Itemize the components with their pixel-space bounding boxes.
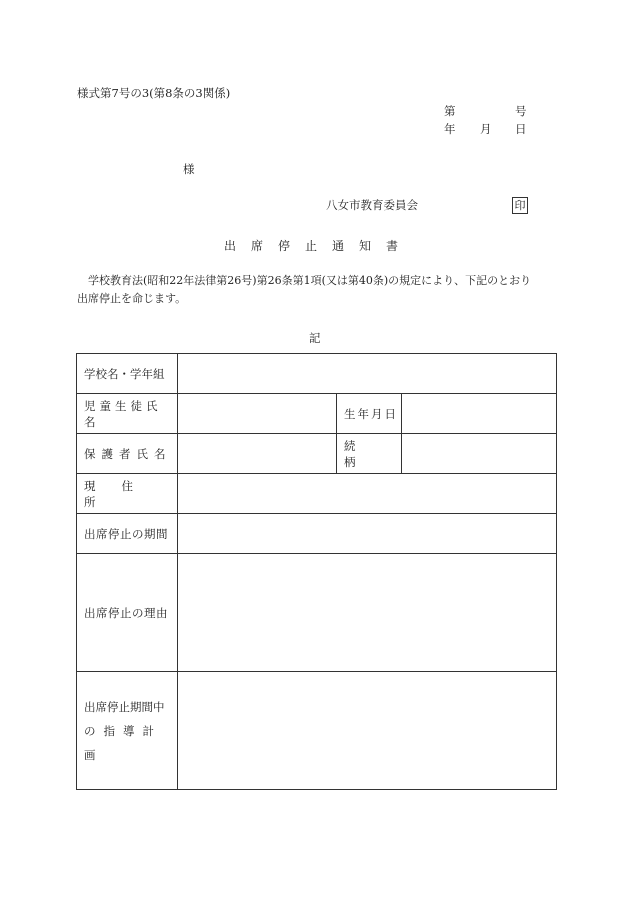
- school-label: 学校名・学年組: [77, 354, 178, 394]
- address-field[interactable]: [178, 474, 557, 514]
- title-char: 書: [386, 239, 399, 253]
- number-dai: 第: [444, 104, 456, 118]
- title-char: 停: [278, 239, 291, 253]
- seal-mark: 印: [512, 197, 528, 214]
- period-field[interactable]: [178, 514, 557, 554]
- student-name-field[interactable]: [178, 394, 337, 434]
- birth-date-label: 生年月日: [337, 394, 402, 434]
- guidance-plan-label: [77, 672, 178, 790]
- guardian-name-label: 保護者氏名: [77, 434, 178, 474]
- birth-date-field[interactable]: [402, 394, 557, 434]
- student-name-label-text: 児童生徒氏名: [84, 398, 162, 429]
- date-month: 月: [480, 122, 492, 136]
- guidance-plan-label-line-1: 出席停止期間中: [84, 699, 165, 714]
- relation-label: 続柄: [337, 434, 402, 474]
- body-line-1: 学校教育法(昭和22年法律第26号)第26条第1項(又は第40条)の規定により、下記のとおり: [88, 274, 532, 287]
- form-number: 様式第7号の3(第8条の3関係): [77, 86, 231, 100]
- reason-label: 出席停止の理由: [77, 554, 178, 672]
- title-char: 止: [305, 239, 318, 253]
- period-label: 出席停止の期間: [77, 514, 178, 554]
- school-field[interactable]: [178, 354, 557, 394]
- title-char: 通: [332, 239, 345, 253]
- addressee-suffix: 様: [183, 162, 195, 176]
- date-year: 年: [444, 122, 456, 136]
- reason-field[interactable]: [178, 554, 557, 672]
- relation-field[interactable]: [402, 434, 557, 474]
- guidance-plan-field[interactable]: [178, 672, 557, 790]
- ki-heading: 記: [309, 331, 321, 345]
- student-name-label: [77, 394, 178, 434]
- title-char: 出: [224, 239, 237, 253]
- date-day: 日: [515, 122, 527, 136]
- number-go: 号: [515, 104, 527, 118]
- guidance-plan-label-line-2: の指導計画: [84, 723, 162, 762]
- notice-form-table: [76, 353, 557, 790]
- document-title: [0, 237, 630, 253]
- address-label: 現住所: [77, 474, 178, 514]
- guardian-name-field[interactable]: [178, 434, 337, 474]
- title-char: 席: [251, 239, 264, 253]
- body-line-2: 出席停止を命じます。: [77, 292, 187, 305]
- title-char: 知: [359, 239, 372, 253]
- issuer-name: 八女市教育委員会: [326, 198, 418, 212]
